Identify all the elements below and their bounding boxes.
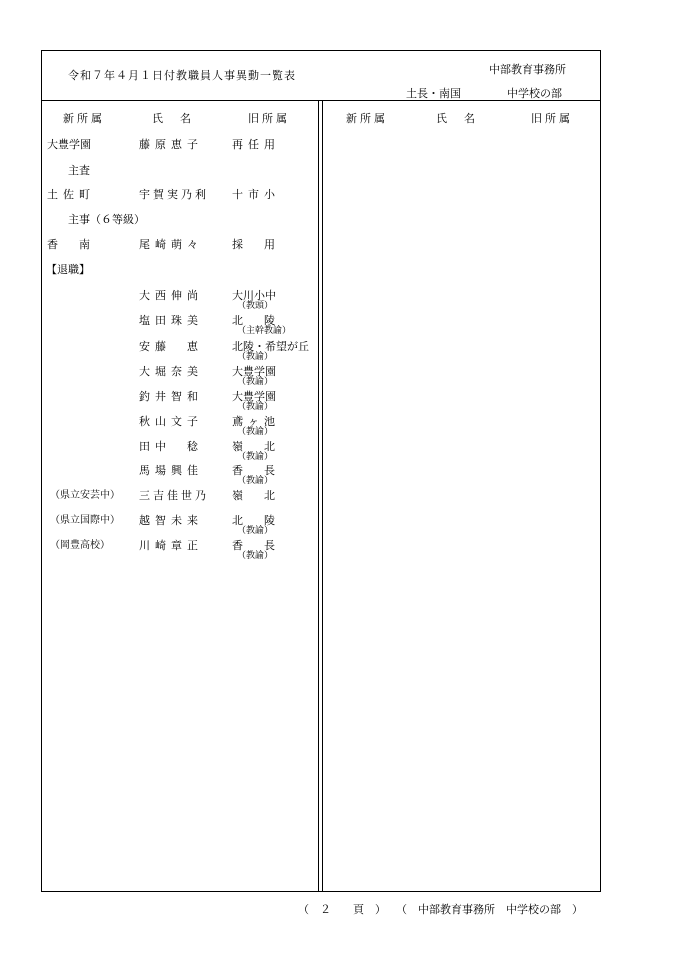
person-name: 尾崎萌々 <box>139 238 203 251</box>
old-affiliation: 香 長 <box>232 464 280 477</box>
role-note: （教頭） <box>237 301 274 311</box>
person-name: 越智未来 <box>139 514 203 527</box>
role-note: （教諭） <box>237 402 274 412</box>
old-affiliation: 鳶ヶ池 <box>232 415 280 428</box>
role-note: （教諭） <box>237 551 274 561</box>
old-affiliation: 嶺 北 <box>232 440 280 453</box>
old-affiliation: 北 陵 <box>232 314 280 327</box>
col-header-name: 氏 名 <box>152 112 194 125</box>
col-header-new: 新所属 <box>63 112 105 125</box>
office-name: 中部教育事務所 <box>489 63 566 76</box>
person-name: 川崎章正 <box>139 539 203 552</box>
category-label: 主事（６等級） <box>68 213 145 226</box>
region-name: 土長・南国 <box>406 87 461 100</box>
old-affiliation: 北 陵 <box>232 514 280 527</box>
footer-office: （ 中部教育事務所 中学校の部 ） <box>396 903 583 916</box>
role-note: （教諭） <box>237 526 274 536</box>
role-note: （主幹教諭） <box>237 326 292 336</box>
role-note: （教諭） <box>237 352 274 362</box>
table-frame <box>41 50 601 892</box>
old-affiliation: 北陵・希望が丘 <box>232 340 309 353</box>
retirement-heading: 【退職】 <box>46 263 90 276</box>
page-number: （ ２ 頁 ） <box>298 903 386 916</box>
person-name: 三吉佳世乃 <box>139 489 209 502</box>
col-header-name-right: 氏 名 <box>436 112 478 125</box>
person-name: 釣井智和 <box>139 390 203 403</box>
header-divider <box>41 100 601 101</box>
role-note: （教諭） <box>237 452 274 462</box>
new-affiliation: 大豊学園 <box>47 138 91 151</box>
new-affiliation: 香 南 <box>47 238 95 251</box>
person-name: 馬場興佳 <box>139 464 203 477</box>
role-note: （教諭） <box>237 476 274 486</box>
old-affiliation: 香 長 <box>232 539 280 552</box>
old-affiliation: 大豊学園 <box>232 365 276 378</box>
role-note: （教諭） <box>237 377 274 387</box>
person-name: 大西伸尚 <box>139 289 203 302</box>
col-header-old-right: 旧所属 <box>531 112 573 125</box>
person-name: 田中 稔 <box>139 440 203 453</box>
col-header-new-right: 新所属 <box>346 112 388 125</box>
person-name: 大堀奈美 <box>139 365 203 378</box>
old-affiliation: 大豊学園 <box>232 390 276 403</box>
col-header-old: 旧所属 <box>248 112 290 125</box>
old-affiliation: 再任用 <box>232 138 280 151</box>
prefix-note: （県立安芸中） <box>50 490 120 501</box>
new-affiliation: 土佐町 <box>47 188 95 201</box>
category-label: 主査 <box>68 164 90 177</box>
person-name: 秋山文子 <box>139 415 203 428</box>
person-name: 安藤 恵 <box>139 340 203 353</box>
old-affiliation: 大川小中 <box>232 289 276 302</box>
prefix-note: （岡豊高校） <box>50 540 110 551</box>
prefix-note: （県立国際中） <box>50 515 120 526</box>
column-divider-left <box>318 100 319 892</box>
person-name: 宇賀実乃利 <box>139 188 209 201</box>
person-name: 藤原恵子 <box>139 138 203 151</box>
document-title: 令和７年４月１日付教職員人事異動一覧表 <box>68 69 296 82</box>
old-affiliation: 十市小 <box>232 188 280 201</box>
column-divider-right <box>322 100 323 892</box>
old-affiliation: 採 用 <box>232 238 280 251</box>
person-name: 塩田珠美 <box>139 314 203 327</box>
role-note: （教諭） <box>237 427 274 437</box>
old-affiliation: 嶺 北 <box>232 489 280 502</box>
section-name: 中学校の部 <box>507 87 562 100</box>
